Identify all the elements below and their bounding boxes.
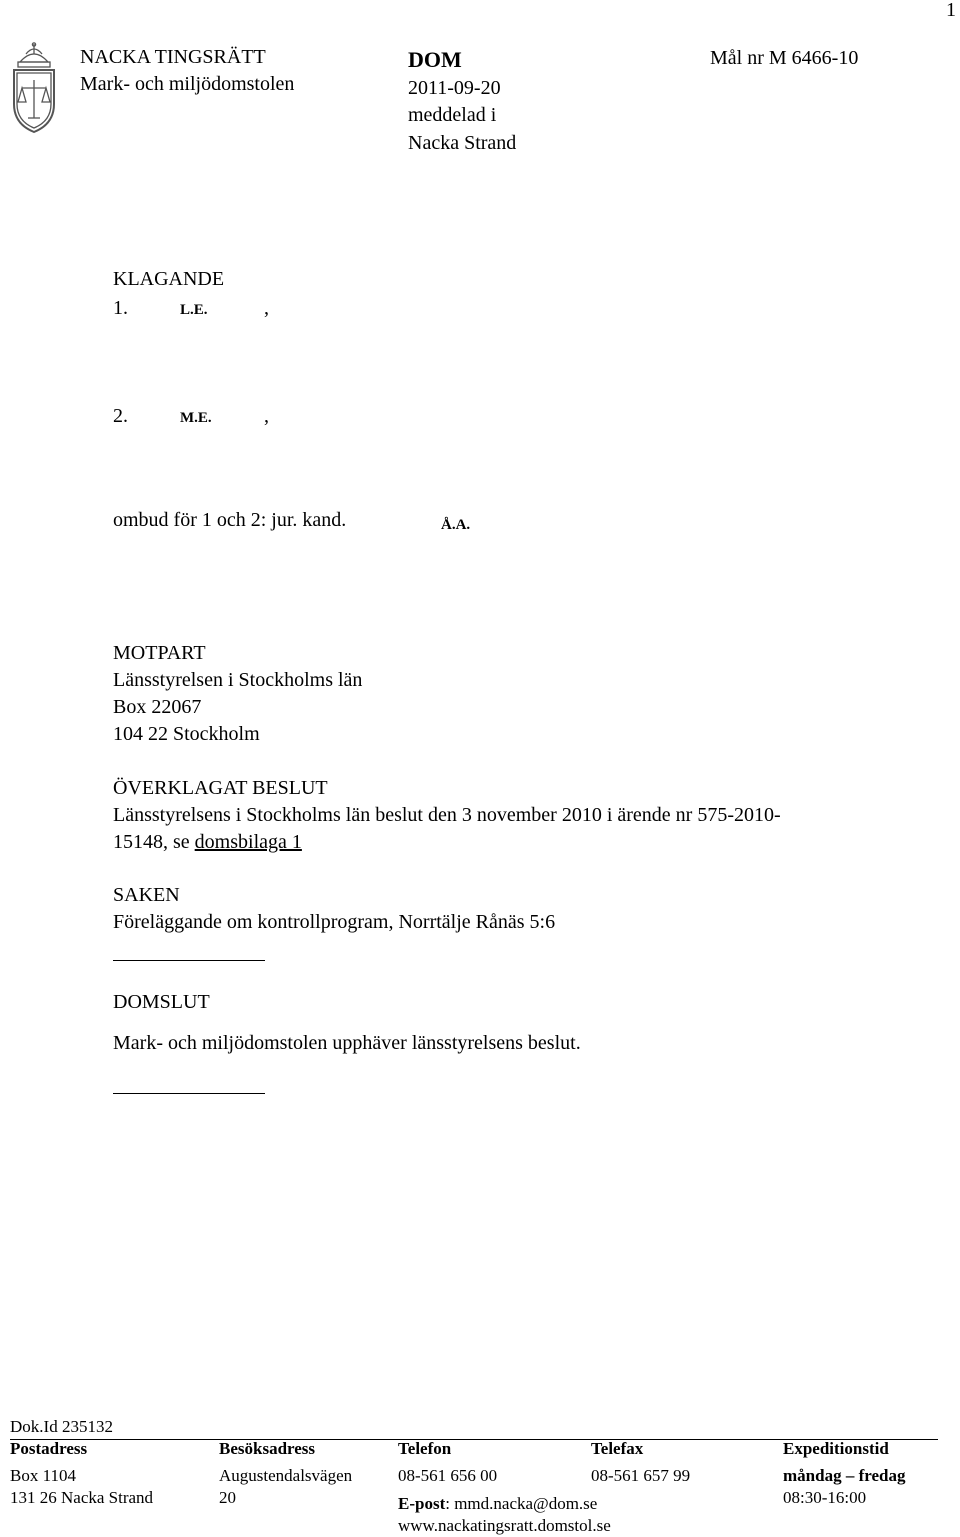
footer-besoksadress-line: Augustendalsvägen [219,1466,353,1485]
footer-heading-postadress: Postadress [10,1439,88,1458]
footer-telefon-number: 08-561 656 00 [398,1466,498,1485]
footer-email [398,1493,597,1515]
overklagat-text-prefix: 15148, se [113,831,195,853]
page-number: 1 [946,0,956,21]
saken-heading: SAKEN [113,884,180,906]
document-type: DOM [408,47,462,72]
overklagat-text-line2 [113,829,302,856]
party-1-number: 1. [113,297,128,319]
footer-heading-expeditionstid: Expeditionstid [783,1439,889,1458]
saken-text: Föreläggande om kontrollprogram, Norrtälje Rånäs 5:6 [113,911,556,933]
issued-label: meddelad i [408,104,497,126]
court-crest-icon [6,42,62,138]
court-name: NACKA TINGSRÄTT [80,46,266,68]
party-2-comma: , [264,405,269,427]
ombud-label: ombud för 1 och 2: jur. kand. [113,509,347,531]
footer-expeditionstid-days: måndag – fredag [783,1466,906,1485]
footer-heading-besoksadress: Besöksadress [219,1439,316,1458]
domslut-text: Mark- och miljödomstolen upphäver länsstyrelsens beslut. [113,1032,581,1054]
footer-website[interactable]: www.nackatingsratt.domstol.se [398,1516,611,1535]
footer-postadress-line: 131 26 Nacka Strand [10,1488,154,1507]
divider [113,1093,265,1094]
motpart-line: Länsstyrelsen i Stockholms län [113,669,363,691]
ombud-name: Å.A. [441,517,471,533]
domslut-heading: DOMSLUT [113,991,210,1013]
party-1-comma: , [264,297,269,319]
motpart-line: Box 22067 [113,696,202,718]
party-2-number: 2. [113,405,128,427]
court-division: Mark- och miljödomstolen [80,73,295,95]
footer-heading-telefax: Telefax [591,1439,644,1458]
footer-heading-telefon: Telefon [398,1439,452,1458]
klagande-heading: KLAGANDE [113,268,225,290]
footer-postadress-line: Box 1104 [10,1466,76,1485]
footer-telefax-number: 08-561 657 99 [591,1466,691,1485]
party-2-name: M.E. [180,410,212,426]
case-number: Mål nr M 6466-10 [710,47,859,69]
footer-email-label: E-post [398,1494,446,1513]
footer-email-address[interactable]: : mmd.nacka@dom.se [445,1494,598,1513]
footer-besoksadress-line: 20 [219,1488,236,1507]
overklagat-heading: ÖVERKLAGAT BESLUT [113,777,328,799]
party-1-name: L.E. [180,302,208,318]
issued-place: Nacka Strand [408,132,517,154]
overklagat-text-line1: Länsstyrelsens i Stockholms län beslut den 3 november 2010 i ärende nr 575-2010- [113,804,781,826]
divider [113,960,265,961]
footer-expeditionstid-hours: 08:30-16:00 [783,1488,867,1507]
doc-id: Dok.Id 235132 [10,1417,113,1436]
motpart-heading: MOTPART [113,642,206,664]
motpart-line: 104 22 Stockholm [113,723,260,745]
domsbilaga-link[interactable]: domsbilaga 1 [194,831,302,853]
document-date: 2011-09-20 [408,77,501,99]
